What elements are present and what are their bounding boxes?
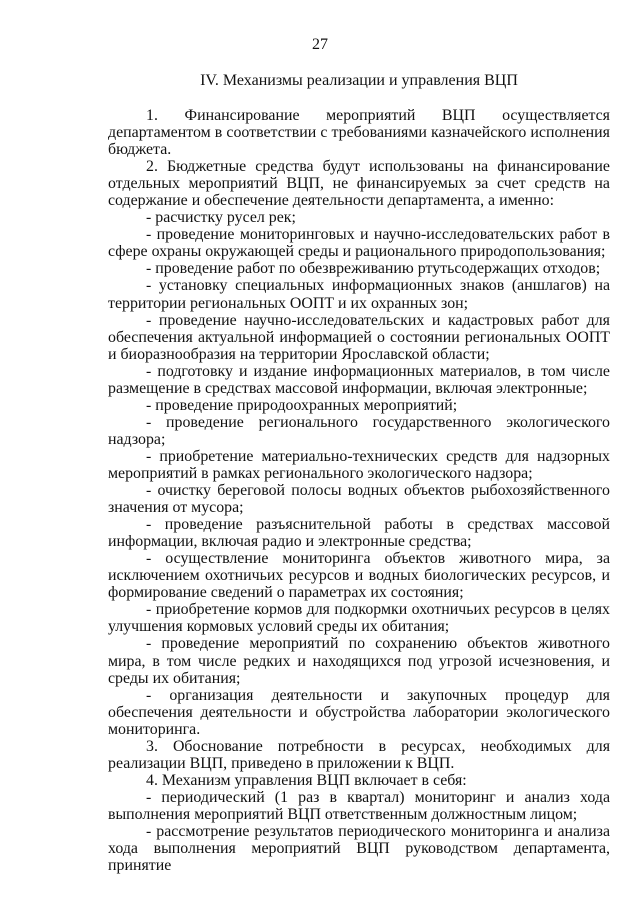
paragraph-budget-funds: 2. Бюджетные средства будут использованы на финансирование отдельных мероприятий ВЦП, не финансируемых за счет средств на содержание и обеспечение деятельности департамента, а именно: [108,158,610,210]
list-item: - проведение природоохранных мероприятий; [146,396,458,414]
section-title: IV. Механизмы реализации и управления ВЦП [200,72,518,89]
list-item: - проведение мероприятий по сохранению объектов животного мира, в том числе редких и находящихся под угрозой исчезновения, и среды их обитания; [108,635,610,687]
list-item: - периодический (1 раз в квартал) мониторинг и анализ хода выполнения мероприятий ВЦП ответственным должностным лицом; [108,788,610,823]
list-item: - проведение научно-исследовательских и кадастровых работ для обеспечения актуальной информацией о состоянии региональных ООПТ и биоразнообразия на территории Ярославской области; [108,311,610,363]
list-item: - организация деятельности и закупочных процедур для обеспечения деятельности и обустройства лаборатории экологического мониторинга. [108,686,610,738]
document-body [108,107,610,874]
list-item: - проведение регионального государственного экологического надзора; [108,413,610,448]
list-item: - проведение мониторинговых и научно-исследовательских работ в сфере охраны окружающей среды и рационального природопользования; [108,226,610,261]
list-item: - рассмотрение результатов периодического мониторинга и анализа хода выполнения мероприятий ВЦП руководством департамента, принятие [108,822,610,875]
list-item: - очистку береговой полосы водных объектов рыбохозяйственного значения от мусора; [108,482,610,517]
paragraph-financing: 1. Финансирование мероприятий ВЦП осуществляется департаментом в соответствии с требованиями казначейского исполнения бюджета. [108,107,610,159]
list-item: - проведение разъяснительной работы в средствах массовой информации, включая радио и электронные средства; [108,516,610,551]
list-item: - приобретение кормов для подкормки охотничьих ресурсов в целях улучшения кормовых условий среды их обитания; [108,601,610,636]
list-item: - подготовку и издание информационных материалов, в том числе размещение в средствах массовой информации, включая электронные; [108,362,610,397]
list-item: - расчистку русел рек; [146,209,296,227]
list-item: - установку специальных информационных знаков (аншлагов) на территории региональных ООПТ и их охранных зон; [108,277,610,312]
page-number: 27 [312,36,328,53]
paragraph-management-mechanism: 4. Механизм управления ВЦП включает в себя: [146,771,467,789]
paragraph-resources: 3. Обоснование потребности в ресурсах, необходимых для реализации ВЦП, приведено в приложении к ВЦП. [108,737,610,772]
list-item: - осуществление мониторинга объектов животного мира, за исключением охотничьих ресурсов и водных биологических ресурсов, и формирование сведений о параметрах их состояния; [108,550,610,602]
list-item: - проведение работ по обезвреживанию ртутьсодержащих отходов; [146,260,601,278]
list-item: - приобретение материально-технических средств для надзорных мероприятий в рамках регионального экологического надзора; [108,447,610,482]
